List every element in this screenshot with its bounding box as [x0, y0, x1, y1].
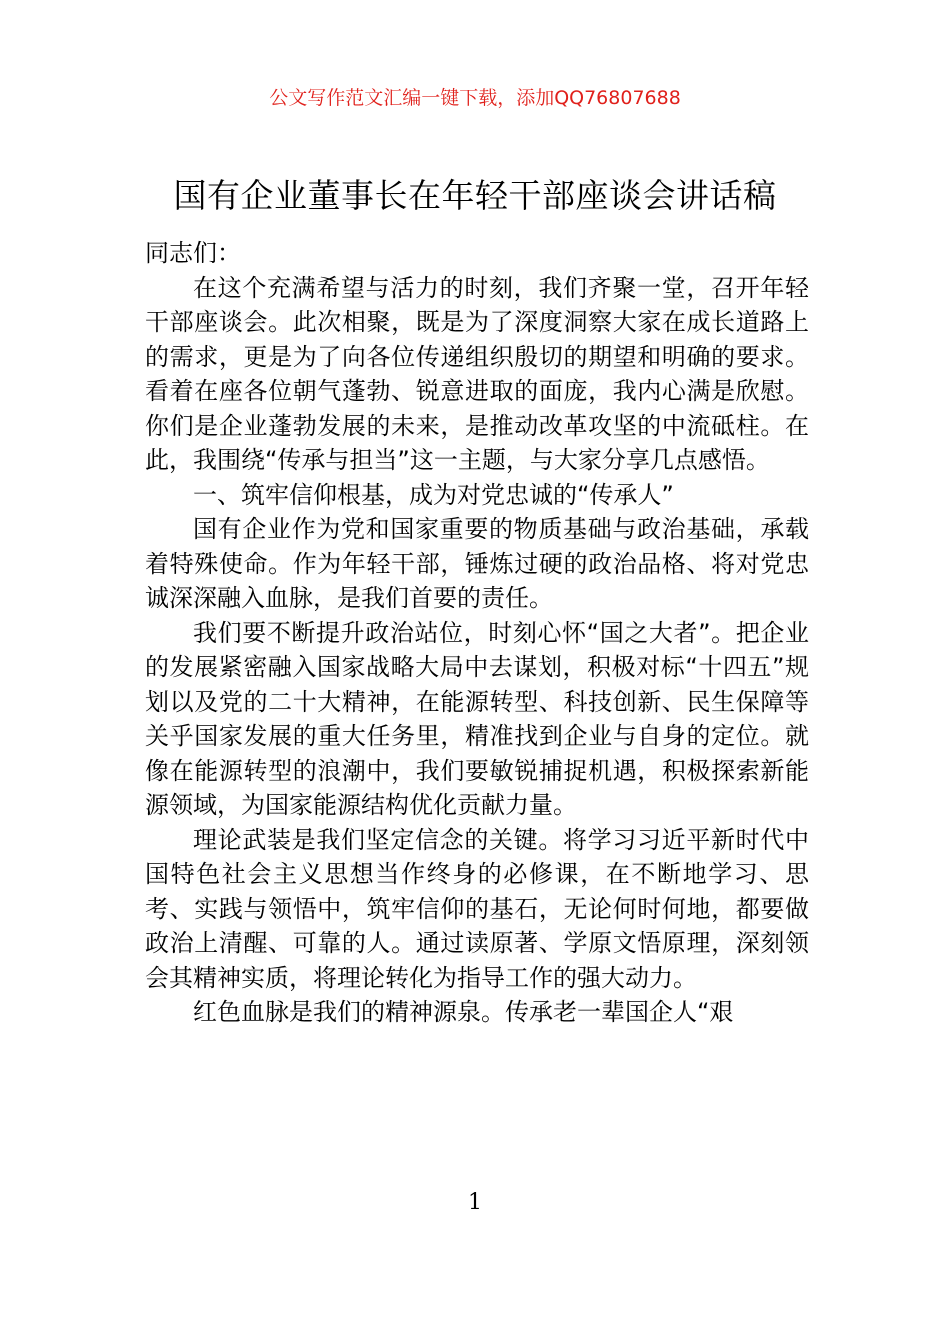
paragraph: 我们要不断提升政治站位，时刻心怀“国之大者”。把企业的发展紧密融入国家战略大局中去谋划，积极对标“十四五”规划以及党的二十大精神，在能源转型、科技创新、民生保障等关乎国家发展的重大任务里，精准找到企业与自身的定位。就像在能源转型的浪潮中，我们要敏锐捕捉机遇，积极探索新能源领域，为国家能源结构优化贡献力量。 [145, 618, 809, 819]
paragraph: 红色血脉是我们的精神源泉。传承老一辈国企人“艰 [193, 998, 734, 1026]
paragraph: 理论武装是我们坚定信念的关键。将学习习近平新时代中国特色社会主义思想当作终身的必修课，在不断地学习、思考、实践与领悟中，筑牢信仰的基石，无论何时何地，都要做政治上清醒、可靠的人。通过读原著、学原文悟原理，深刻领会其精神实质，将理论转化为指导工作的强大动力。 [145, 825, 809, 992]
paragraph: 国有企业作为党和国家重要的物质基础与政治基础，承载着特殊使命。作为年轻干部，锤炼过硬的政治品格、将对党忠诚深深融入血脉，是我们首要的责任。 [145, 515, 809, 612]
salutation: 同志们： [145, 239, 241, 267]
document-body [145, 236, 809, 1030]
document-title: 国有企业董事长在年轻干部座谈会讲话稿 [173, 176, 777, 215]
paragraph: 在这个充满希望与活力的时刻，我们齐聚一堂，召开年轻干部座谈会。此次相聚，既是为了深度洞察大家在成长道路上的需求，更是为了向各位传递组织殷切的期望和明确的要求。看着在座各位朝气蓬勃、锐意进取的面庞，我内心满是欣慰。你们是企业蓬勃发展的未来，是推动改革攻坚的中流砥柱。在此，我围绕“传承与担当”这一主题，与大家分享几点感悟。 [145, 273, 809, 474]
page-number: 1 [468, 1190, 482, 1215]
section-heading: 一、筑牢信仰根基，成为对党忠诚的“传承人” [193, 480, 674, 509]
download-banner: 公文写作范文汇编一键下载，添加QQ76807688 [269, 87, 681, 109]
